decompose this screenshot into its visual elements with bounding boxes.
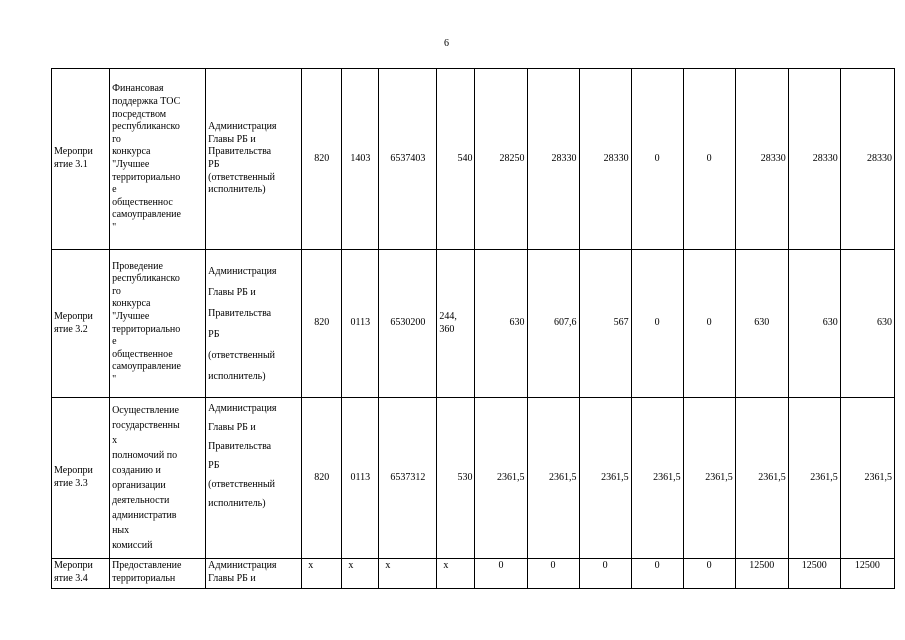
executor-cell: Администрация Главы РБ и Правительства РБ (ответственный исполнитель) [206, 398, 302, 559]
event-cell: Меропри ятие 3.3 [52, 398, 110, 559]
value-cell: 630 [735, 250, 788, 398]
value-cell: 28330 [840, 69, 894, 250]
value-cell: 28330 [788, 69, 840, 250]
value-cell: 0 [631, 69, 683, 250]
value-cell: 567 [579, 250, 631, 398]
event-cell: Меропри ятие 3.2 [52, 250, 110, 398]
table-row [52, 398, 895, 559]
value-cell: 0 [683, 69, 735, 250]
event-name-cell: Предоставление территориальн [110, 559, 206, 589]
event-cell: Меропри ятие 3.4 [52, 559, 110, 589]
rzpr-cell: 0113 [342, 250, 379, 398]
table-row [52, 250, 895, 398]
value-cell: 0 [631, 250, 683, 398]
value-cell: 28330 [735, 69, 788, 250]
grbs-cell: 820 [302, 398, 342, 559]
value-cell: 2361,5 [631, 398, 683, 559]
value-cell: 0 [579, 559, 631, 589]
table-row [52, 69, 895, 250]
value-cell: 2361,5 [735, 398, 788, 559]
grbs-cell: х [302, 559, 342, 589]
csr-cell: 6537403 [379, 69, 437, 250]
value-cell: 630 [840, 250, 894, 398]
value-cell: 2361,5 [527, 398, 579, 559]
value-cell: 12500 [735, 559, 788, 589]
value-cell: 630 [475, 250, 527, 398]
value-cell: 2361,5 [840, 398, 894, 559]
vr-cell: 244, 360 [437, 250, 475, 398]
page-number: 6 [444, 38, 449, 49]
value-cell: 28330 [579, 69, 631, 250]
value-cell: 2361,5 [683, 398, 735, 559]
executor-cell: Администрация Главы РБ и Правительства РБ (ответственный исполнитель) [206, 69, 302, 250]
value-cell: 0 [683, 250, 735, 398]
event-name-cell: Осуществление государственны х полномочий по созданию и организации деятельности административ ных комиссий [110, 398, 206, 559]
csr-cell: х [379, 559, 437, 589]
event-cell: Меропри ятие 3.1 [52, 69, 110, 250]
table-row [52, 559, 895, 589]
grbs-cell: 820 [302, 250, 342, 398]
value-cell: 12500 [788, 559, 840, 589]
executor-cell: Администрация Главы РБ и [206, 559, 302, 589]
value-cell: 12500 [840, 559, 894, 589]
event-name-cell: Финансовая поддержка ТОС посредством республиканско го конкурса "Лучшее территориально е общественнос самоуправление " [110, 69, 206, 250]
executor-cell: Администрация Главы РБ и Правительства РБ (ответственный исполнитель) [206, 250, 302, 398]
value-cell: 630 [788, 250, 840, 398]
value-cell: 2361,5 [579, 398, 631, 559]
value-cell: 0 [631, 559, 683, 589]
value-cell: 2361,5 [788, 398, 840, 559]
value-cell: 0 [527, 559, 579, 589]
csr-cell: 6537312 [379, 398, 437, 559]
value-cell: 0 [475, 559, 527, 589]
value-cell: 28330 [527, 69, 579, 250]
csr-cell: 6530200 [379, 250, 437, 398]
program-table [51, 68, 895, 589]
vr-cell: 540 [437, 69, 475, 250]
rzpr-cell: 0113 [342, 398, 379, 559]
rzpr-cell: 1403 [342, 69, 379, 250]
event-name-cell: Проведение республиканско го конкурса "Лучшее территориально е общественное самоуправление " [110, 250, 206, 398]
value-cell: 0 [683, 559, 735, 589]
vr-cell: 530 [437, 398, 475, 559]
vr-cell: х [437, 559, 475, 589]
rzpr-cell: х [342, 559, 379, 589]
grbs-cell: 820 [302, 69, 342, 250]
value-cell: 28250 [475, 69, 527, 250]
value-cell: 2361,5 [475, 398, 527, 559]
value-cell: 607,6 [527, 250, 579, 398]
